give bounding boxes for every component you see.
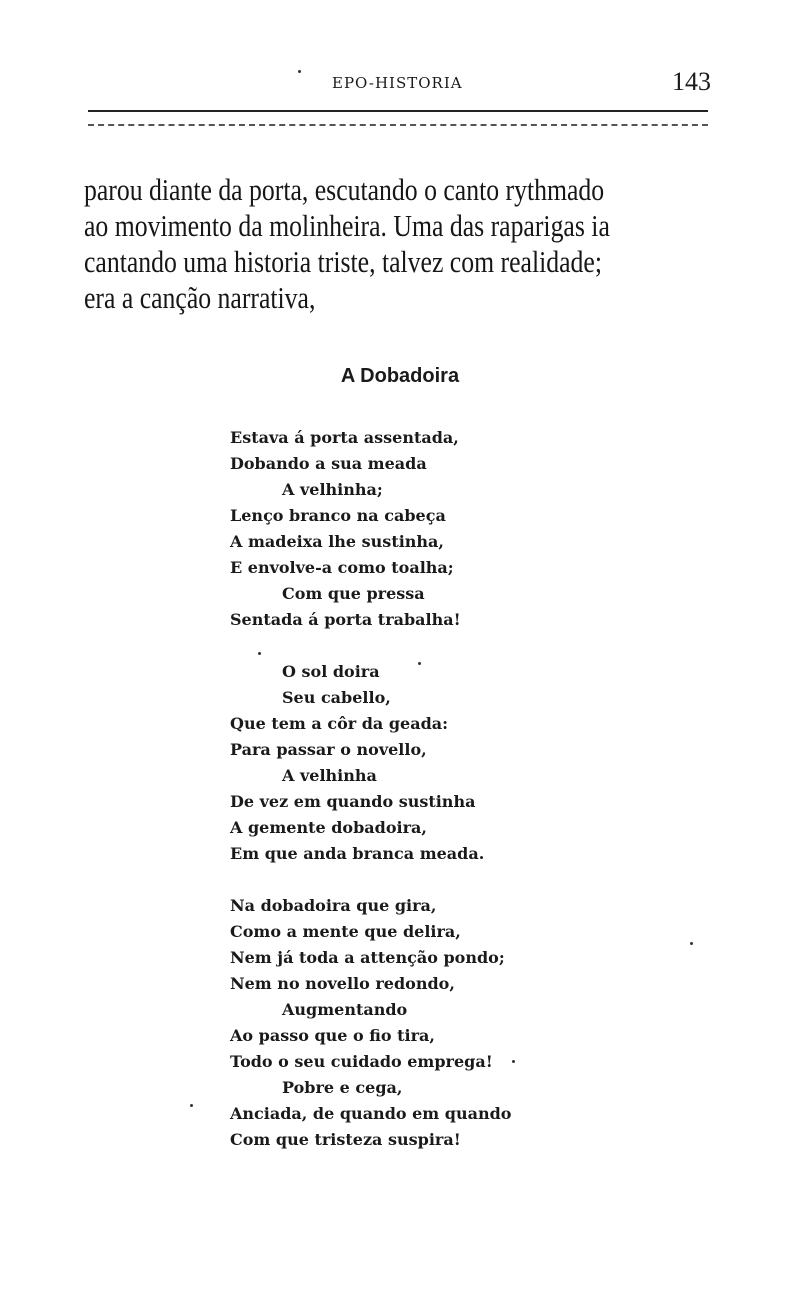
poem-verse: Todo o seu cuidado emprega!: [230, 1052, 493, 1071]
poem-verse: De vez em quando sustinha: [230, 792, 476, 811]
poem-stanza: [230, 893, 511, 1153]
poem-verse: A velhinha: [282, 766, 377, 785]
poem-verse: Que tem a côr da geada:: [230, 714, 449, 733]
print-speck: [298, 70, 301, 73]
print-speck: [190, 1104, 193, 1107]
poem-verse: Estava á porta assentada,: [230, 428, 459, 447]
print-speck: [258, 652, 261, 655]
poem-stanza: [230, 425, 511, 633]
poem-verse: Pobre e cega,: [282, 1078, 403, 1097]
poem-stanza: [230, 659, 511, 867]
print-speck: [690, 942, 693, 945]
prose-line: parou diante da porta, escutando o canto rythmado: [84, 172, 605, 207]
poem-verse: A velhinha;: [282, 480, 383, 499]
poem-verse: Na dobadoira que gira,: [230, 896, 437, 915]
poem-verse: Com que tristeza suspira!: [230, 1130, 461, 1149]
poem-verse: E envolve-a como toalha;: [230, 558, 454, 577]
poem-verse: Dobando a sua meada: [230, 454, 427, 473]
prose-line: cantando uma historia triste, talvez com realidade;: [84, 244, 602, 279]
page-number: 143: [672, 67, 711, 96]
poem-verse: Augmentando: [282, 1000, 408, 1019]
poem-verse: Ao passo que o fio tira,: [230, 1026, 435, 1045]
poem-verse: Lenço branco na cabeça: [230, 506, 446, 525]
poem-body: [230, 425, 511, 1153]
poem-verse: Nem já toda a attenção pondo;: [230, 948, 505, 967]
poem-verse: Com que pressa: [282, 584, 425, 603]
header-rule: [88, 110, 708, 112]
poem-verse: A madeixa lhe sustinha,: [230, 532, 444, 551]
prose-line: ao movimento da molinheira. Uma das raparigas ia: [84, 208, 610, 243]
poem-verse: Anciada, de quando em quando: [230, 1104, 512, 1123]
poem-verse: Como a mente que delira,: [230, 922, 461, 941]
prose-paragraph: [84, 172, 615, 316]
header-rule-dashed: [88, 124, 708, 126]
poem-verse: Para passar o novello,: [230, 740, 427, 759]
prose-line: era a canção narrativa,: [84, 280, 316, 315]
poem-verse: A gemente dobadoira,: [230, 818, 427, 837]
print-speck: [512, 1060, 515, 1063]
poem-verse: O sol doira: [282, 662, 380, 681]
poem-verse: Nem no novello redondo,: [230, 974, 455, 993]
print-speck: [418, 662, 421, 665]
poem-verse: Em que anda branca meada.: [230, 844, 485, 863]
poem-verse: Sentada á porta trabalha!: [230, 610, 461, 629]
poem-title: A Dobadoira: [340, 365, 460, 387]
running-header-title: EPO-HISTORIA: [332, 74, 463, 92]
poem-verse: Seu cabello,: [282, 688, 391, 707]
